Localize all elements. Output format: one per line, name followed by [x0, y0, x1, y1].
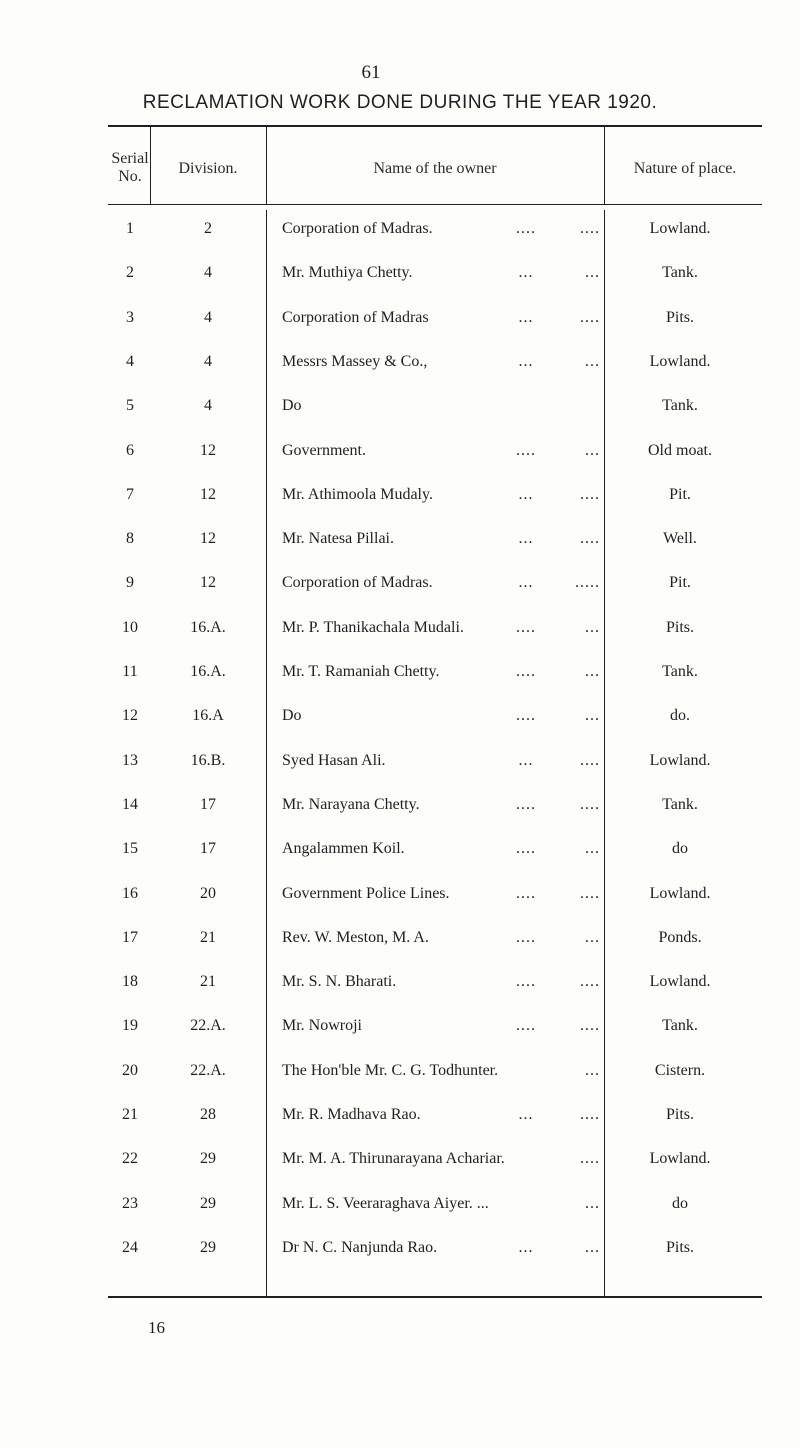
owner-cell: Mr. Natesa Pillai. — [282, 530, 394, 548]
owner-cell: Dr N. C. Nanjunda Rao. — [282, 1238, 438, 1256]
table-row — [0, 353, 800, 383]
owner-cell: Mr. Nowroji — [282, 1017, 362, 1035]
nature-cell: Tank. — [662, 795, 698, 813]
division-cell: 21 — [200, 973, 216, 991]
serial-cell: 8 — [126, 530, 134, 548]
owner-cell: Mr. Athimoola Mudaly. — [282, 485, 433, 503]
leader-dots: .... — [516, 840, 536, 858]
serial-cell: 4 — [126, 352, 134, 370]
table-row — [0, 397, 800, 427]
division-cell: 4 — [204, 397, 212, 415]
division-cell: 29 — [200, 1194, 216, 1212]
nature-cell: Tank. — [662, 663, 698, 680]
division-cell: 20 — [200, 884, 216, 902]
table-row — [0, 486, 800, 516]
nature-cell: Pit. — [669, 485, 691, 503]
division-cell: 4 — [204, 264, 212, 282]
division-cell: 21 — [200, 928, 216, 946]
leader-dots: .... — [516, 1017, 536, 1035]
table-row — [0, 574, 800, 604]
leader-dots: ... — [518, 1106, 534, 1123]
leader-dots: ... — [585, 663, 600, 680]
table-bottom-rule — [108, 1296, 762, 1298]
table-row — [0, 530, 800, 560]
leader-dots: .... — [516, 663, 536, 680]
leader-dots: ... — [518, 1238, 534, 1256]
leader-dots: ... — [518, 485, 534, 503]
division-cell: 29 — [200, 1238, 216, 1256]
leader-dots: .... — [580, 485, 600, 503]
leader-dots: .... — [516, 884, 536, 902]
leader-dots: ... — [585, 1061, 600, 1079]
serial-cell: 14 — [122, 795, 138, 813]
serial-cell: 23 — [122, 1194, 138, 1212]
table-row — [0, 840, 800, 870]
leader-dots: .... — [580, 1150, 600, 1168]
serial-cell: 5 — [126, 397, 134, 415]
division-cell: 4 — [204, 352, 212, 370]
owner-cell: Do — [282, 397, 302, 415]
owner-cell: Mr. Narayana Chetty. — [282, 795, 420, 813]
table-row — [0, 220, 800, 250]
leader-dots: ..... — [575, 574, 600, 592]
serial-cell: 12 — [122, 707, 138, 725]
table-row — [0, 707, 800, 737]
header-division: Division. — [178, 160, 238, 177]
page-title: RECLAMATION WORK DONE DURING THE YEAR 1920. — [142, 92, 658, 113]
leader-dots: ... — [518, 264, 534, 282]
table-top-rule — [108, 125, 762, 127]
table-row — [0, 1195, 800, 1225]
nature-cell: Lowland. — [649, 973, 711, 991]
leader-dots: ... — [585, 1194, 600, 1212]
serial-cell: 11 — [122, 663, 138, 680]
leader-dots: .... — [516, 618, 536, 636]
nature-cell: Tank. — [662, 397, 698, 415]
nature-cell: Tank. — [662, 264, 698, 282]
nature-cell: do. — [670, 707, 690, 725]
owner-cell: Mr. Muthiya Chetty. — [282, 264, 413, 282]
leader-dots: ... — [518, 574, 534, 592]
nature-cell: do — [672, 1194, 688, 1212]
nature-cell: Pits. — [665, 618, 694, 636]
table-row — [0, 885, 800, 915]
leader-dots: ... — [585, 840, 600, 858]
leader-dots: .... — [516, 928, 536, 946]
division-cell: 2 — [204, 220, 212, 237]
serial-cell: 1 — [126, 220, 134, 237]
serial-cell: 15 — [122, 840, 138, 858]
nature-cell: Old moat. — [648, 441, 712, 459]
division-cell: 22.A. — [190, 1061, 226, 1079]
nature-cell: Tank. — [662, 1017, 698, 1035]
leader-dots: ... — [585, 707, 600, 725]
serial-cell: 7 — [126, 485, 134, 503]
leader-dots: ... — [585, 352, 600, 370]
owner-cell: Mr. P. Thanikachala Mudali. — [282, 618, 464, 636]
leader-dots: ... — [585, 441, 600, 459]
leader-dots: .... — [580, 751, 600, 769]
owner-cell: Mr. T. Ramaniah Chetty. — [282, 663, 440, 680]
leader-dots: ... — [585, 618, 600, 636]
division-cell: 17 — [200, 840, 216, 858]
division-cell: 28 — [200, 1106, 216, 1123]
owner-cell: Corporation of Madras. — [282, 574, 433, 592]
table-row — [0, 619, 800, 649]
leader-dots: ... — [585, 928, 600, 946]
serial-cell: 22 — [122, 1150, 138, 1168]
leader-dots: .... — [580, 220, 600, 237]
header-serial: Serial No. — [111, 150, 149, 185]
nature-cell: Lowland. — [649, 220, 711, 237]
nature-cell: Lowland. — [649, 1150, 711, 1168]
leader-dots: .... — [580, 530, 600, 548]
serial-cell: 13 — [122, 751, 138, 769]
table-row — [0, 442, 800, 472]
leader-dots: ... — [518, 308, 534, 326]
owner-cell: Do — [282, 707, 302, 725]
table-row — [0, 264, 800, 294]
owner-cell: The Hon'ble Mr. C. G. Todhunter. — [282, 1061, 499, 1079]
table-row — [0, 752, 800, 782]
nature-cell: Pits. — [665, 1106, 694, 1123]
owner-cell: Angalammen Koil. — [282, 840, 405, 858]
leader-dots: ... — [585, 1238, 600, 1256]
leader-dots: .... — [516, 795, 536, 813]
footer-mark: 16 — [148, 1318, 165, 1337]
division-cell: 22.A. — [190, 1017, 226, 1035]
serial-cell: 2 — [126, 264, 134, 282]
leader-dots: .... — [580, 1106, 600, 1123]
division-cell: 16.B. — [190, 751, 226, 769]
leader-dots: .... — [516, 707, 536, 725]
owner-cell: Corporation of Madras. — [282, 220, 433, 237]
division-cell: 29 — [200, 1150, 216, 1168]
division-cell: 12 — [200, 485, 216, 503]
serial-cell: 10 — [122, 618, 138, 636]
table-row — [0, 1150, 800, 1180]
nature-cell: Lowland. — [649, 751, 711, 769]
leader-dots: .... — [580, 795, 600, 813]
nature-cell: Cistern. — [654, 1061, 706, 1079]
leader-dots: .... — [516, 220, 536, 237]
division-cell: 16.A — [192, 707, 224, 725]
nature-cell: Pits. — [665, 1238, 694, 1256]
serial-cell: 17 — [122, 928, 138, 946]
table-row — [0, 929, 800, 959]
owner-cell: Government. — [282, 441, 366, 459]
division-cell: 17 — [200, 795, 216, 813]
division-cell: 12 — [200, 441, 216, 459]
serial-cell: 24 — [122, 1238, 138, 1256]
serial-cell: 18 — [122, 973, 138, 991]
leader-dots: ... — [518, 530, 534, 548]
leader-dots: .... — [516, 441, 536, 459]
header-bottom-rule — [108, 204, 762, 205]
serial-cell: 20 — [122, 1061, 138, 1079]
header-nature: Nature of place. — [633, 160, 737, 177]
owner-cell: Mr. R. Madhava Rao. — [282, 1106, 421, 1123]
serial-cell: 21 — [122, 1106, 138, 1123]
header-owner: Name of the owner — [373, 160, 497, 177]
division-cell: 4 — [204, 308, 212, 326]
division-cell: 12 — [200, 574, 216, 592]
serial-cell: 9 — [126, 574, 134, 592]
owner-cell: Mr. M. A. Thirunarayana Achariar. — [282, 1150, 505, 1168]
owner-cell: Rev. W. Meston, M. A. — [282, 928, 429, 946]
serial-cell: 16 — [122, 884, 138, 902]
nature-cell: Pits. — [665, 308, 694, 326]
leader-dots: ... — [585, 264, 600, 282]
nature-cell: Pit. — [669, 574, 691, 592]
serial-cell: 6 — [126, 441, 134, 459]
table-row — [0, 309, 800, 339]
division-cell: 12 — [200, 530, 216, 548]
owner-cell: Government Police Lines. — [282, 884, 450, 902]
table-row — [0, 1062, 800, 1092]
leader-dots: ... — [518, 352, 534, 370]
table-row — [0, 796, 800, 826]
leader-dots: .... — [516, 973, 536, 991]
owner-cell: Mr. L. S. Veeraraghava Aiyer. ... — [282, 1194, 489, 1212]
table-row — [0, 973, 800, 1003]
serial-cell: 19 — [122, 1017, 138, 1035]
table-row — [0, 1017, 800, 1047]
page-number: 61 — [361, 62, 381, 83]
serial-cell: 3 — [126, 308, 134, 326]
division-cell: 16.A. — [190, 663, 226, 680]
nature-cell: Ponds. — [658, 928, 702, 946]
owner-cell: Corporation of Madras — [282, 308, 429, 326]
table-row — [0, 1106, 800, 1136]
nature-cell: Lowland. — [649, 352, 711, 370]
table-row — [0, 1239, 800, 1269]
nature-cell: Lowland. — [649, 884, 711, 902]
nature-cell: do — [672, 840, 688, 858]
leader-dots: .... — [580, 308, 600, 326]
leader-dots: ... — [518, 751, 534, 769]
leader-dots: .... — [580, 1017, 600, 1035]
owner-cell: Syed Hasan Ali. — [282, 751, 386, 769]
leader-dots: .... — [580, 884, 600, 902]
table-row — [0, 663, 800, 693]
nature-cell: Well. — [663, 530, 697, 548]
division-cell: 16.A. — [190, 618, 226, 636]
owner-cell: Messrs Massey & Co., — [282, 352, 428, 370]
owner-cell: Mr. S. N. Bharati. — [282, 973, 397, 991]
column-rule-3 — [604, 127, 605, 204]
leader-dots: .... — [580, 973, 600, 991]
